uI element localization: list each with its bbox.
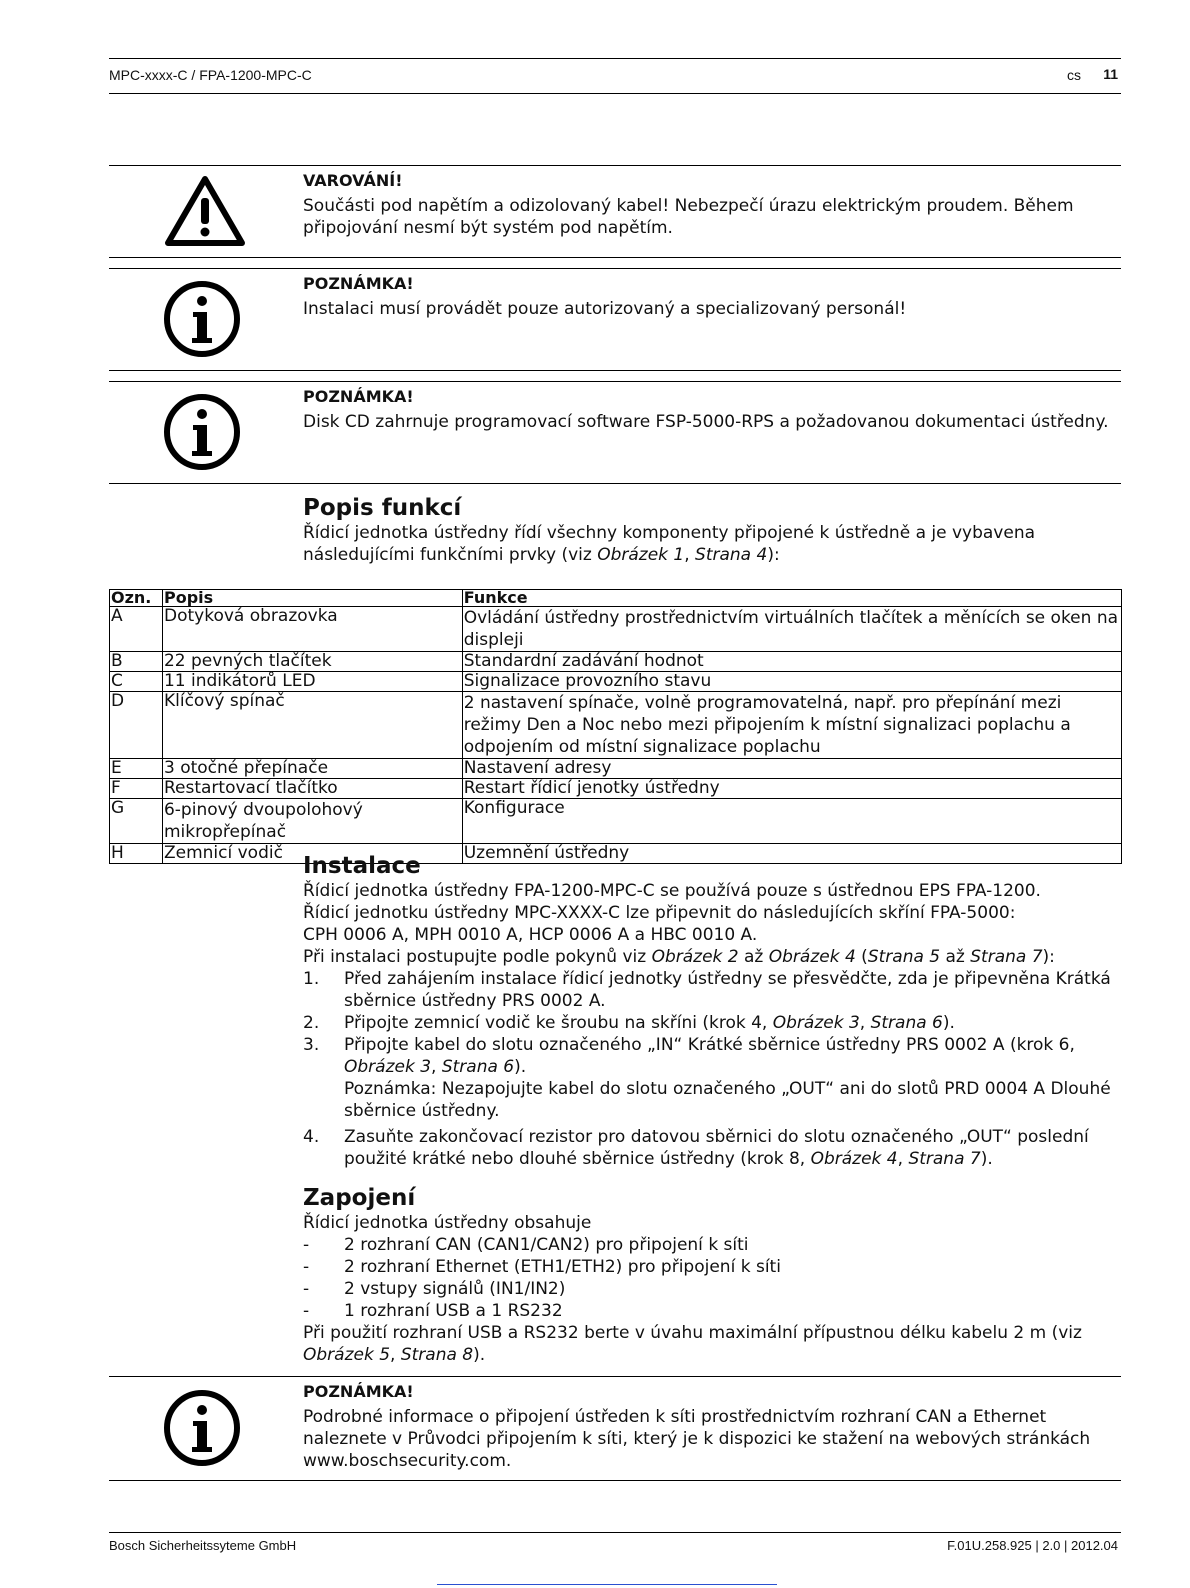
page-number: 11 <box>1103 66 1118 82</box>
notice-title: POZNÁMKA! <box>303 274 414 293</box>
info-icon <box>163 393 241 471</box>
table-cell: Restart řídicí jenotky ústředny <box>462 779 1121 799</box>
section-heading: Popis funkcí <box>303 495 462 521</box>
interfaces-list <box>303 1234 1121 1322</box>
table-row <box>110 779 1122 799</box>
list-item: - 2 rozhraní CAN (CAN1/CAN2) pro připojení k síti <box>303 1235 749 1255</box>
notice-text: Podrobné informace o připojení ústředen k síti prostřednictvím rozhraní CAN a Ethernet naleznete v Průvodci připojením k síti, který je k dispozici ke stažení na webových stránkách www.boschsecurity.com. <box>303 1407 1091 1471</box>
section-heading: Instalace <box>303 853 421 879</box>
column-header: Ozn. <box>110 590 163 607</box>
step-note: Poznámka: Nezapojujte kabel do slotu označeného „OUT“ ani do slotů PRD 0004 A Dlouhé sběrnice ústředny. <box>344 1079 1111 1121</box>
table-cell: H <box>110 844 163 864</box>
page-footer <box>109 1532 1121 1553</box>
wiring-outro: Při použití rozhraní USB a RS232 berte v úvahu maximální přípustnou délku kabelu 2 m (viz Obrázek 5, Strana 8). <box>303 1323 1082 1365</box>
table-cell: E <box>110 759 163 779</box>
table-cell: 6-pinový dvoupolohový mikropřepínač <box>162 799 462 844</box>
table-cell: G <box>110 799 163 844</box>
list-item: - 2 rozhraní Ethernet (ETH1/ETH2) pro připojení k síti <box>303 1257 781 1277</box>
table-cell: 22 pevných tlačítek <box>162 652 462 672</box>
doc-reference: F.01U.258.925 | 2.0 | 2012.04 <box>947 1538 1118 1553</box>
table-cell: 2 nastavení spínače, volně programovatelná, např. pro přepínání mezi režimy Den a Noc nebo mezi připojením k místní signalizaci poplachu a odpojením od místní signalizace poplachu <box>462 692 1121 759</box>
notice-text: Součásti pod napětím a odizolovaný kabel! Nebezpečí úrazu elektrickým proudem. Během připojování nesmí být systém pod napětím. <box>303 196 1074 238</box>
info-icon <box>163 1389 241 1467</box>
note-notice-network <box>109 1376 1121 1481</box>
info-icon <box>163 280 241 358</box>
page-header <box>109 58 1121 94</box>
doc-id: MPC-xxxx-C / FPA-1200-MPC-C <box>109 67 312 83</box>
company-name: Bosch Sicherheitssyteme GmbH <box>109 1538 297 1553</box>
table-cell: F <box>110 779 163 799</box>
functions-section <box>303 494 1121 566</box>
table-cell: Restartovací tlačítko <box>162 779 462 799</box>
table-header-row <box>110 590 1122 607</box>
functions-table <box>109 589 1122 864</box>
table-row <box>110 652 1122 672</box>
table-row <box>110 672 1122 692</box>
table-row <box>110 692 1122 759</box>
notice-text: Disk CD zahrnuje programovací software FSP-5000-RPS a požadovanou dokumentaci ústředny. <box>303 412 1109 432</box>
installation-paragraph: Řídicí jednotku ústředny MPC-XXXX-C lze připevnit do následujících skříní FPA-5000: <box>303 903 1016 923</box>
functions-intro: Řídicí jednotka ústředny řídí všechny komponenty připojené k ústředně a je vybavena následujícími funkčními prvky (viz Obrázek 1, Strana 4): <box>303 523 1036 565</box>
table-cell: Konfigurace <box>462 799 1121 844</box>
column-header: Funkce <box>462 590 1121 607</box>
wiring-section <box>303 1184 1121 1366</box>
column-header: Popis <box>162 590 462 607</box>
list-item: 3. Připojte kabel do slotu označeného „IN“ Krátké sběrnice ústředny PRS 0002 A (krok 6, Obrázek 3, Strana 6). Poznámka: Nezapojujte kabel do slotu označeného „OUT“ ani do slotů PRD 0004 A Dlouhé sběrnice ústředny. <box>303 1035 1111 1121</box>
installation-paragraph: Řídicí jednotka ústředny FPA-1200-MPC-C se používá pouze s ústřednou EPS FPA-1200. <box>303 881 1041 901</box>
table-cell: Standardní zadávání hodnot <box>462 652 1121 672</box>
list-item: 1. Před zahájením instalace řídicí jednotky ústředny se přesvědčte, zda je připevněna Krátká sběrnice ústředny PRS 0002 A. <box>303 969 1111 1011</box>
table-cell: Zemnicí vodič <box>162 844 462 864</box>
installation-paragraph: CPH 0006 A, MPH 0010 A, HCP 0006 A a HBC 0010 A. <box>303 925 758 945</box>
table-cell: Nastavení adresy <box>462 759 1121 779</box>
notice-text: Instalaci musí provádět pouze autorizovaný a specializovaný personál! <box>303 299 907 319</box>
section-heading: Zapojení <box>303 1185 416 1211</box>
installation-steps <box>303 968 1121 1170</box>
link-underline <box>437 1584 777 1585</box>
table-cell: D <box>110 692 163 759</box>
table-cell: A <box>110 607 163 652</box>
table-cell: 11 indikátorů LED <box>162 672 462 692</box>
language-code: cs <box>1067 67 1081 83</box>
list-item: 2. Připojte zemnicí vodič ke šroubu na skříni (krok 4, Obrázek 3, Strana 6). <box>303 1013 955 1033</box>
note-notice-personnel <box>109 268 1121 371</box>
table-row <box>110 759 1122 779</box>
table-row <box>110 607 1122 652</box>
table-row <box>110 799 1122 844</box>
list-item: 4. Zasuňte zakončovací rezistor pro datovou sběrnici do slotu označeného „OUT“ poslední použité krátké nebo dlouhé sběrnice ústředny (krok 8, Obrázek 4, Strana 7). <box>303 1127 1089 1169</box>
table-cell: 3 otočné přepínače <box>162 759 462 779</box>
table-cell: Signalizace provozního stavu <box>462 672 1121 692</box>
wiring-intro: Řídicí jednotka ústředny obsahuje <box>303 1213 592 1233</box>
table-cell: Uzemnění ústředny <box>462 844 1121 864</box>
list-item: - 1 rozhraní USB a 1 RS232 <box>303 1301 563 1321</box>
table-cell: Dotyková obrazovka <box>162 607 462 652</box>
list-item: - 2 vstupy signálů (IN1/IN2) <box>303 1279 566 1299</box>
notice-title: VAROVÁNÍ! <box>303 171 403 190</box>
installation-section <box>303 852 1121 1170</box>
table-cell: Ovládání ústředny prostřednictvím virtuálních tlačítek a měnících se oken na displeji <box>462 607 1121 652</box>
warning-triangle-icon <box>163 173 247 249</box>
warning-notice <box>109 165 1121 258</box>
notice-title: POZNÁMKA! <box>303 387 414 406</box>
installation-paragraph: Při instalaci postupujte podle pokynů viz Obrázek 2 až Obrázek 4 (Strana 5 až Strana 7): <box>303 947 1055 967</box>
table-cell: B <box>110 652 163 672</box>
notice-title: POZNÁMKA! <box>303 1382 414 1401</box>
table-cell: Klíčový spínač <box>162 692 462 759</box>
table-cell: C <box>110 672 163 692</box>
note-notice-cd <box>109 381 1121 484</box>
